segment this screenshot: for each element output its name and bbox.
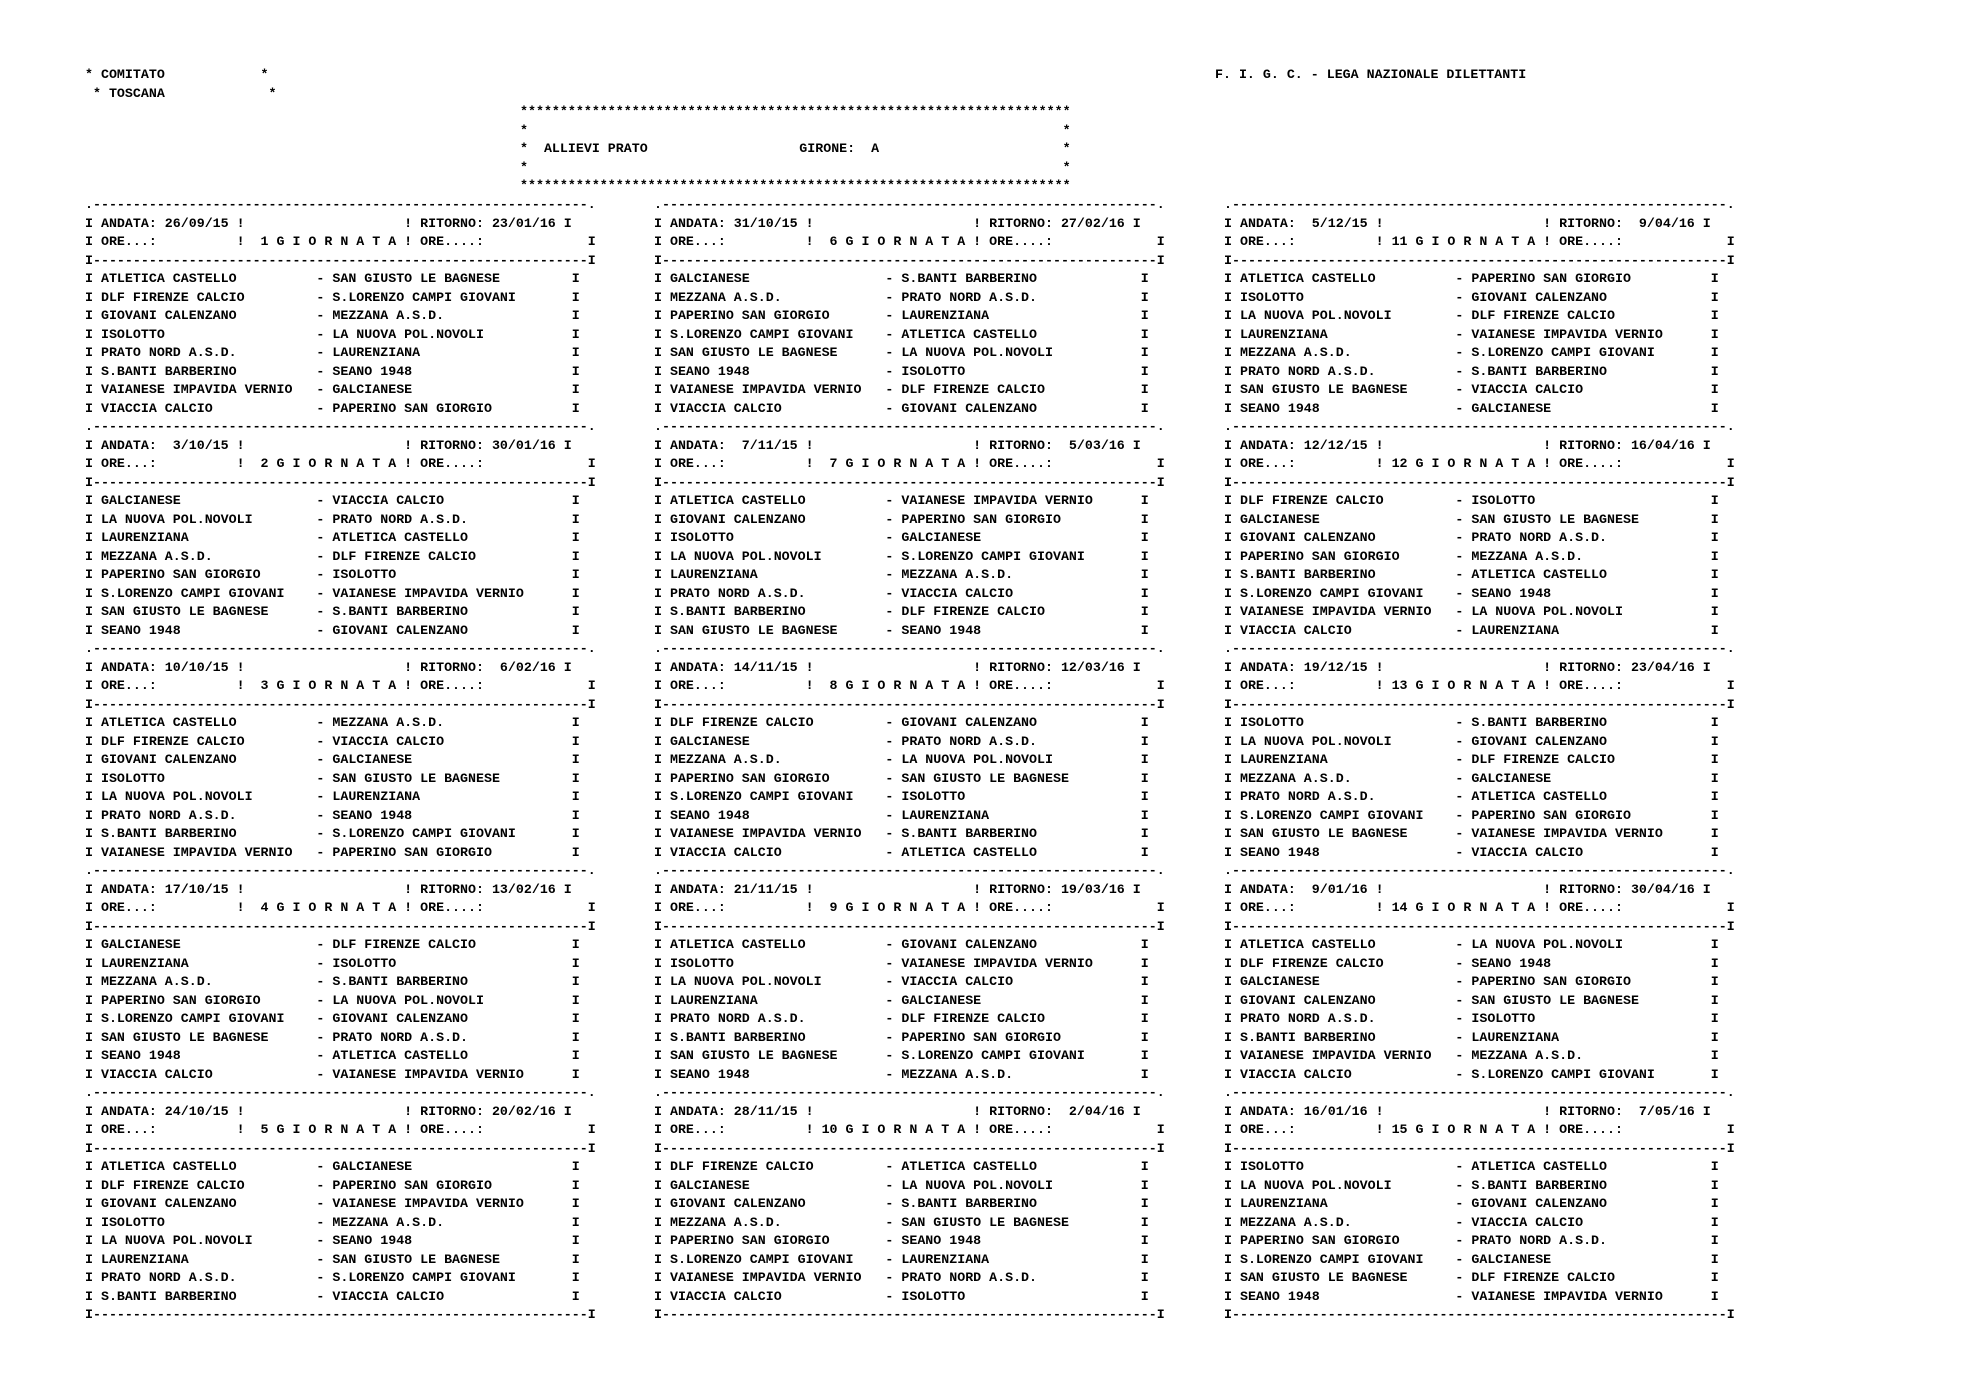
match-row: I PAPERINO SAN GIORGIO - MEZZANA A.S.D. I — [1224, 548, 1719, 564]
match-row: I DLF FIRENZE CALCIO - VIACCIA CALCIO I — [85, 733, 580, 749]
match-row: I VAIANESE IMPAVIDA VERNIO - MEZZANA A.S.D. I — [1224, 1048, 1719, 1063]
match-row: I PRATO NORD A.S.D. - LAURENZIANA I — [85, 345, 580, 360]
match-row: I MEZZANA A.S.D. - LA NUOVA POL.NOVOLI I — [654, 752, 1149, 767]
match-row: I LAURENZIANA - GIOVANI CALENZANO I — [1224, 1196, 1719, 1211]
match-row: I SEANO 1948 - VAIANESE IMPAVIDA VERNIO I — [1224, 1288, 1719, 1304]
match-row: I MEZZANA A.S.D. - GALCIANESE I — [1224, 770, 1719, 786]
match-row: I PRATO NORD A.S.D. - SEANO 1948 I — [85, 807, 580, 823]
banner-border: ********************************************************************* — [520, 178, 1071, 193]
match-row: I LA NUOVA POL.NOVOLI - DLF FIRENZE CALCIO I — [1224, 308, 1719, 323]
match-row: I S.BANTI BARBERINO - VIACCIA CALCIO I — [85, 1288, 580, 1304]
match-row: I GIOVANI CALENZANO - SAN GIUSTO LE BAGNESE I — [1224, 992, 1719, 1008]
schedule-column-2 — [654, 196, 1165, 1322]
match-row: I VAIANESE IMPAVIDA VERNIO - GALCIANESE I — [85, 382, 580, 397]
match-row: I S.LORENZO CAMPI GIOVANI - SEANO 1948 I — [1224, 585, 1719, 601]
block-top-border: .--------------------------------------------------------------. — [1224, 863, 1735, 878]
committee-header — [85, 66, 277, 103]
match-row: I MEZZANA A.S.D. - SAN GIUSTO LE BAGNESE I — [654, 1214, 1149, 1230]
giornata-row: I ORE...: ! 12 G I O R N A T A ! ORE....: I — [1224, 456, 1735, 471]
match-row: I VIACCIA CALCIO - LAURENZIANA I — [1224, 622, 1719, 638]
match-row: I PRATO NORD A.S.D. - ISOLOTTO I — [1224, 1011, 1719, 1026]
match-row: I SEANO 1948 - LAURENZIANA I — [654, 807, 1149, 823]
block-separator: I--------------------------------------------------------------I — [654, 1140, 1165, 1156]
match-row: I LA NUOVA POL.NOVOLI - PRATO NORD A.S.D. I — [85, 511, 580, 527]
giornata-row: I ORE...: ! 8 G I O R N A T A ! ORE....: I — [654, 678, 1165, 693]
giornata-8 — [654, 640, 1165, 862]
match-row: I LAURENZIANA - MEZZANA A.S.D. I — [654, 567, 1149, 582]
giornata-row: I ORE...: ! 15 G I O R N A T A ! ORE....: I — [1224, 1122, 1735, 1137]
block-separator: I--------------------------------------------------------------I — [654, 252, 1165, 268]
giornata-row: I ORE...: ! 6 G I O R N A T A ! ORE....: I — [654, 234, 1165, 249]
giornata-13 — [1224, 640, 1735, 862]
dates-row: I ANDATA: 3/10/15 ! ! RITORNO: 30/01/16 I — [85, 437, 572, 453]
match-row: I ISOLOTTO - MEZZANA A.S.D. I — [85, 1214, 580, 1230]
match-row: I PAPERINO SAN GIORGIO - ISOLOTTO I — [85, 567, 580, 582]
match-row: I ISOLOTTO - ATLETICA CASTELLO I — [1224, 1159, 1719, 1174]
giornata-11 — [1224, 196, 1735, 418]
match-row: I SAN GIUSTO LE BAGNESE - VAIANESE IMPAVIDA VERNIO I — [1224, 826, 1719, 841]
block-top-border: .--------------------------------------------------------------. — [654, 641, 1165, 656]
giornata-15 — [1224, 1084, 1735, 1322]
committee-line: * COMITATO * — [85, 67, 269, 82]
match-row: I ISOLOTTO - SAN GIUSTO LE BAGNESE I — [85, 770, 580, 786]
dates-row: I ANDATA: 7/11/15 ! ! RITORNO: 5/03/16 I — [654, 437, 1141, 453]
match-row: I SAN GIUSTO LE BAGNESE - VIACCIA CALCIO I — [1224, 382, 1719, 397]
giornata-row: I ORE...: ! 2 G I O R N A T A ! ORE....: I — [85, 456, 596, 471]
match-row: I SEANO 1948 - ISOLOTTO I — [654, 363, 1149, 379]
match-row: I VIACCIA CALCIO - ISOLOTTO I — [654, 1288, 1149, 1304]
match-row: I GALCIANESE - PRATO NORD A.S.D. I — [654, 733, 1149, 749]
dates-row: I ANDATA: 26/09/15 ! ! RITORNO: 23/01/16 I — [85, 215, 572, 231]
block-bottom-border: I--------------------------------------------------------------I — [654, 1307, 1165, 1322]
block-top-border: .--------------------------------------------------------------. — [85, 863, 596, 878]
championship-banner — [520, 103, 1071, 196]
match-row: I GALCIANESE - SAN GIUSTO LE BAGNESE I — [1224, 511, 1719, 527]
giornata-row: I ORE...: ! 4 G I O R N A T A ! ORE....: I — [85, 900, 596, 915]
match-row: I VAIANESE IMPAVIDA VERNIO - PRATO NORD A.S.D. I — [654, 1270, 1149, 1285]
schedule-column-3 — [1224, 196, 1735, 1322]
match-row: I PAPERINO SAN GIORGIO - SEANO 1948 I — [654, 1233, 1149, 1248]
dates-row: I ANDATA: 14/11/15 ! ! RITORNO: 12/03/16 I — [654, 659, 1141, 675]
banner-spacer: * * — [520, 122, 1071, 138]
match-row: I S.LORENZO CAMPI GIOVANI - LAURENZIANA I — [654, 1251, 1149, 1267]
match-row: I LAURENZIANA - DLF FIRENZE CALCIO I — [1224, 752, 1719, 767]
match-row: I DLF FIRENZE CALCIO - ISOLOTTO I — [1224, 493, 1719, 508]
block-top-border: .--------------------------------------------------------------. — [654, 863, 1165, 878]
match-row: I LAURENZIANA - ISOLOTTO I — [85, 955, 580, 971]
match-row: I ATLETICA CASTELLO - LA NUOVA POL.NOVOLI I — [1224, 937, 1719, 952]
federation-header: F. I. G. C. - LEGA NAZIONALE DILETTANTI — [1215, 67, 1527, 82]
block-separator: I--------------------------------------------------------------I — [85, 1140, 596, 1156]
match-row: I GIOVANI CALENZANO - S.BANTI BARBERINO I — [654, 1196, 1149, 1211]
match-row: I DLF FIRENZE CALCIO - S.LORENZO CAMPI GIOVANI I — [85, 289, 580, 305]
giornata-row: I ORE...: ! 11 G I O R N A T A ! ORE....: I — [1224, 234, 1735, 249]
block-top-border: .--------------------------------------------------------------. — [1224, 1085, 1735, 1100]
match-row: I PRATO NORD A.S.D. - DLF FIRENZE CALCIO I — [654, 1011, 1149, 1026]
match-row: I GALCIANESE - LA NUOVA POL.NOVOLI I — [654, 1177, 1149, 1193]
block-bottom-border: I--------------------------------------------------------------I — [1224, 1307, 1735, 1322]
block-separator: I--------------------------------------------------------------I — [654, 474, 1165, 490]
match-row: I VAIANESE IMPAVIDA VERNIO - DLF FIRENZE CALCIO I — [654, 382, 1149, 397]
block-separator: I--------------------------------------------------------------I — [85, 474, 596, 490]
match-row: I S.BANTI BARBERINO - ATLETICA CASTELLO I — [1224, 567, 1719, 582]
block-bottom-border: I--------------------------------------------------------------I — [85, 1307, 596, 1322]
match-row: I PAPERINO SAN GIORGIO - PRATO NORD A.S.D. I — [1224, 1233, 1719, 1248]
match-row: I DLF FIRENZE CALCIO - SEANO 1948 I — [1224, 955, 1719, 971]
match-row: I PAPERINO SAN GIORGIO - SAN GIUSTO LE BAGNESE I — [654, 770, 1149, 786]
match-row: I SEANO 1948 - MEZZANA A.S.D. I — [654, 1066, 1149, 1082]
match-row: I GIOVANI CALENZANO - PRATO NORD A.S.D. I — [1224, 530, 1719, 545]
giornata-3 — [85, 640, 596, 862]
match-row: I SEANO 1948 - VIACCIA CALCIO I — [1224, 844, 1719, 860]
giornata-row: I ORE...: ! 1 G I O R N A T A ! ORE....: I — [85, 234, 596, 249]
dates-row: I ANDATA: 5/12/15 ! ! RITORNO: 9/04/16 I — [1224, 215, 1711, 231]
block-separator: I--------------------------------------------------------------I — [85, 918, 596, 934]
dates-row: I ANDATA: 12/12/15 ! ! RITORNO: 16/04/16 I — [1224, 437, 1711, 453]
giornata-row: I ORE...: ! 14 G I O R N A T A ! ORE....: I — [1224, 900, 1735, 915]
match-row: I LA NUOVA POL.NOVOLI - SEANO 1948 I — [85, 1233, 580, 1248]
match-row: I PRATO NORD A.S.D. - VIACCIA CALCIO I — [654, 585, 1149, 601]
match-row: I S.BANTI BARBERINO - S.LORENZO CAMPI GIOVANI I — [85, 826, 580, 841]
region-line: * TOSCANA * — [85, 85, 277, 101]
block-top-border: .--------------------------------------------------------------. — [85, 197, 596, 212]
match-row: I LA NUOVA POL.NOVOLI - GIOVANI CALENZANO I — [1224, 733, 1719, 749]
banner-spacer: * * — [520, 159, 1071, 175]
dates-row: I ANDATA: 24/10/15 ! ! RITORNO: 20/02/16 I — [85, 1103, 572, 1119]
giornata-6 — [654, 196, 1165, 418]
match-row: I S.BANTI BARBERINO - LAURENZIANA I — [1224, 1029, 1719, 1045]
match-row: I MEZZANA A.S.D. - DLF FIRENZE CALCIO I — [85, 548, 580, 564]
match-row: I ISOLOTTO - GIOVANI CALENZANO I — [1224, 289, 1719, 305]
giornata-12 — [1224, 418, 1735, 640]
block-top-border: .--------------------------------------------------------------. — [654, 1085, 1165, 1100]
match-row: I DLF FIRENZE CALCIO - ATLETICA CASTELLO I — [654, 1159, 1149, 1174]
match-row: I S.LORENZO CAMPI GIOVANI - ISOLOTTO I — [654, 789, 1149, 804]
match-row: I GALCIANESE - DLF FIRENZE CALCIO I — [85, 937, 580, 952]
match-row: I S.LORENZO CAMPI GIOVANI - ATLETICA CASTELLO I — [654, 326, 1149, 342]
match-row: I VIACCIA CALCIO - GIOVANI CALENZANO I — [654, 400, 1149, 416]
match-row: I GIOVANI CALENZANO - MEZZANA A.S.D. I — [85, 308, 580, 323]
match-row: I ATLETICA CASTELLO - GIOVANI CALENZANO I — [654, 937, 1149, 952]
match-row: I VIACCIA CALCIO - PAPERINO SAN GIORGIO I — [85, 400, 580, 416]
giornata-row: I ORE...: ! 5 G I O R N A T A ! ORE....: I — [85, 1122, 596, 1137]
block-separator: I--------------------------------------------------------------I — [654, 918, 1165, 934]
dates-row: I ANDATA: 28/11/15 ! ! RITORNO: 2/04/16 I — [654, 1103, 1141, 1119]
block-top-border: .--------------------------------------------------------------. — [1224, 197, 1735, 212]
block-top-border: .--------------------------------------------------------------. — [654, 419, 1165, 434]
giornata-1 — [85, 196, 596, 418]
match-row: I PRATO NORD A.S.D. - S.LORENZO CAMPI GIOVANI I — [85, 1270, 580, 1285]
block-top-border: .--------------------------------------------------------------. — [85, 419, 596, 434]
block-top-border: .--------------------------------------------------------------. — [1224, 419, 1735, 434]
match-row: I ATLETICA CASTELLO - PAPERINO SAN GIORGIO I — [1224, 271, 1719, 286]
match-row: I DLF FIRENZE CALCIO - PAPERINO SAN GIORGIO I — [85, 1177, 580, 1193]
match-row: I SAN GIUSTO LE BAGNESE - DLF FIRENZE CALCIO I — [1224, 1270, 1719, 1285]
giornata-row: I ORE...: ! 9 G I O R N A T A ! ORE....: I — [654, 900, 1165, 915]
match-row: I PRATO NORD A.S.D. - ATLETICA CASTELLO I — [1224, 789, 1719, 804]
match-row: I ATLETICA CASTELLO - SAN GIUSTO LE BAGNESE I — [85, 271, 580, 286]
match-row: I S.BANTI BARBERINO - DLF FIRENZE CALCIO I — [654, 604, 1149, 619]
match-row: I VAIANESE IMPAVIDA VERNIO - LA NUOVA POL.NOVOLI I — [1224, 604, 1719, 619]
match-row: I PAPERINO SAN GIORGIO - LAURENZIANA I — [654, 308, 1149, 323]
match-row: I GALCIANESE - S.BANTI BARBERINO I — [654, 271, 1149, 286]
match-row: I PAPERINO SAN GIORGIO - LA NUOVA POL.NOVOLI I — [85, 992, 580, 1008]
match-row: I LAURENZIANA - VAIANESE IMPAVIDA VERNIO I — [1224, 326, 1719, 342]
giornata-row: I ORE...: ! 13 G I O R N A T A ! ORE....: I — [1224, 678, 1735, 693]
block-top-border: .--------------------------------------------------------------. — [85, 1085, 596, 1100]
match-row: I GIOVANI CALENZANO - GALCIANESE I — [85, 752, 580, 767]
match-row: I GALCIANESE - VIACCIA CALCIO I — [85, 493, 580, 508]
dates-row: I ANDATA: 31/10/15 ! ! RITORNO: 27/02/16 I — [654, 215, 1141, 231]
dates-row: I ANDATA: 9/01/16 ! ! RITORNO: 30/04/16 I — [1224, 881, 1711, 897]
block-separator: I--------------------------------------------------------------I — [654, 696, 1165, 712]
match-row: I VIACCIA CALCIO - S.LORENZO CAMPI GIOVANI I — [1224, 1066, 1719, 1082]
dates-row: I ANDATA: 17/10/15 ! ! RITORNO: 13/02/16 I — [85, 881, 572, 897]
match-row: I LA NUOVA POL.NOVOLI - VIACCIA CALCIO I — [654, 974, 1149, 989]
match-row: I S.LORENZO CAMPI GIOVANI - GIOVANI CALENZANO I — [85, 1011, 580, 1026]
giornata-2 — [85, 418, 596, 640]
match-row: I LAURENZIANA - ATLETICA CASTELLO I — [85, 530, 580, 545]
block-separator: I--------------------------------------------------------------I — [85, 696, 596, 712]
giornata-7 — [654, 418, 1165, 640]
match-row: I SAN GIUSTO LE BAGNESE - LA NUOVA POL.NOVOLI I — [654, 345, 1149, 360]
match-row: I MEZZANA A.S.D. - S.BANTI BARBERINO I — [85, 974, 580, 989]
giornata-row: I ORE...: ! 3 G I O R N A T A ! ORE....: I — [85, 678, 596, 693]
match-row: I SEANO 1948 - GALCIANESE I — [1224, 400, 1719, 416]
match-row: I LAURENZIANA - SAN GIUSTO LE BAGNESE I — [85, 1251, 580, 1267]
match-row: I SAN GIUSTO LE BAGNESE - PRATO NORD A.S.D. I — [85, 1029, 580, 1045]
match-row: I SEANO 1948 - GIOVANI CALENZANO I — [85, 622, 580, 638]
giornata-4 — [85, 862, 596, 1084]
block-separator: I--------------------------------------------------------------I — [85, 252, 596, 268]
match-row: I GIOVANI CALENZANO - VAIANESE IMPAVIDA VERNIO I — [85, 1196, 580, 1211]
match-row: I S.BANTI BARBERINO - SEANO 1948 I — [85, 363, 580, 379]
match-row: I S.LORENZO CAMPI GIOVANI - GALCIANESE I — [1224, 1251, 1719, 1267]
match-row: I MEZZANA A.S.D. - PRATO NORD A.S.D. I — [654, 289, 1149, 305]
dates-row: I ANDATA: 10/10/15 ! ! RITORNO: 6/02/16 I — [85, 659, 572, 675]
match-row: I SEANO 1948 - ATLETICA CASTELLO I — [85, 1048, 580, 1063]
match-row: I VAIANESE IMPAVIDA VERNIO - S.BANTI BARBERINO I — [654, 826, 1149, 841]
dates-row: I ANDATA: 21/11/15 ! ! RITORNO: 19/03/16 I — [654, 881, 1141, 897]
block-separator: I--------------------------------------------------------------I — [1224, 474, 1735, 490]
dates-row: I ANDATA: 16/01/16 ! ! RITORNO: 7/05/16 I — [1224, 1103, 1711, 1119]
match-row: I ATLETICA CASTELLO - MEZZANA A.S.D. I — [85, 715, 580, 730]
match-row: I LA NUOVA POL.NOVOLI - S.BANTI BARBERINO I — [1224, 1177, 1719, 1193]
match-row: I MEZZANA A.S.D. - S.LORENZO CAMPI GIOVANI I — [1224, 345, 1719, 360]
giornata-9 — [654, 862, 1165, 1084]
match-row: I GALCIANESE - PAPERINO SAN GIORGIO I — [1224, 974, 1719, 989]
match-row: I DLF FIRENZE CALCIO - GIOVANI CALENZANO I — [654, 715, 1149, 730]
block-top-border: .--------------------------------------------------------------. — [1224, 641, 1735, 656]
block-separator: I--------------------------------------------------------------I — [1224, 918, 1735, 934]
match-row: I LA NUOVA POL.NOVOLI - S.LORENZO CAMPI GIOVANI I — [654, 548, 1149, 564]
match-row: I SAN GIUSTO LE BAGNESE - S.BANTI BARBERINO I — [85, 604, 580, 619]
match-row: I LAURENZIANA - GALCIANESE I — [654, 992, 1149, 1008]
match-row: I S.LORENZO CAMPI GIOVANI - PAPERINO SAN GIORGIO I — [1224, 807, 1719, 823]
match-row: I VIACCIA CALCIO - VAIANESE IMPAVIDA VERNIO I — [85, 1066, 580, 1082]
giornata-10 — [654, 1084, 1165, 1322]
match-row: I VIACCIA CALCIO - ATLETICA CASTELLO I — [654, 844, 1149, 860]
giornata-row: I ORE...: ! 10 G I O R N A T A ! ORE....: I — [654, 1122, 1165, 1137]
schedule-column-1 — [85, 196, 596, 1322]
block-separator: I--------------------------------------------------------------I — [1224, 252, 1735, 268]
match-row: I ATLETICA CASTELLO - VAIANESE IMPAVIDA VERNIO I — [654, 493, 1149, 508]
banner-border: ********************************************************************* — [520, 104, 1071, 119]
giornata-row: I ORE...: ! 7 G I O R N A T A ! ORE....: I — [654, 456, 1165, 471]
block-top-border: .--------------------------------------------------------------. — [654, 197, 1165, 212]
match-row: I GIOVANI CALENZANO - PAPERINO SAN GIORGIO I — [654, 511, 1149, 527]
match-row: I ISOLOTTO - VAIANESE IMPAVIDA VERNIO I — [654, 955, 1149, 971]
giornata-5 — [85, 1084, 596, 1322]
banner-title: * ALLIEVI PRATO GIRONE: A * — [520, 141, 1071, 156]
dates-row: I ANDATA: 19/12/15 ! ! RITORNO: 23/04/16 I — [1224, 659, 1711, 675]
match-row: I S.BANTI BARBERINO - PAPERINO SAN GIORGIO I — [654, 1029, 1149, 1045]
block-separator: I--------------------------------------------------------------I — [1224, 696, 1735, 712]
block-separator: I--------------------------------------------------------------I — [1224, 1140, 1735, 1156]
match-row: I S.LORENZO CAMPI GIOVANI - VAIANESE IMPAVIDA VERNIO I — [85, 585, 580, 601]
match-row: I MEZZANA A.S.D. - VIACCIA CALCIO I — [1224, 1214, 1719, 1230]
match-row: I ISOLOTTO - GALCIANESE I — [654, 530, 1149, 545]
block-top-border: .--------------------------------------------------------------. — [85, 641, 596, 656]
giornata-14 — [1224, 862, 1735, 1084]
match-row: I SAN GIUSTO LE BAGNESE - S.LORENZO CAMPI GIOVANI I — [654, 1048, 1149, 1063]
match-row: I ISOLOTTO - S.BANTI BARBERINO I — [1224, 715, 1719, 730]
match-row: I SAN GIUSTO LE BAGNESE - SEANO 1948 I — [654, 622, 1149, 638]
match-row: I ATLETICA CASTELLO - GALCIANESE I — [85, 1159, 580, 1174]
match-row: I LA NUOVA POL.NOVOLI - LAURENZIANA I — [85, 789, 580, 804]
match-row: I ISOLOTTO - LA NUOVA POL.NOVOLI I — [85, 326, 580, 342]
match-row: I VAIANESE IMPAVIDA VERNIO - PAPERINO SAN GIORGIO I — [85, 844, 580, 860]
match-row: I PRATO NORD A.S.D. - S.BANTI BARBERINO I — [1224, 363, 1719, 379]
